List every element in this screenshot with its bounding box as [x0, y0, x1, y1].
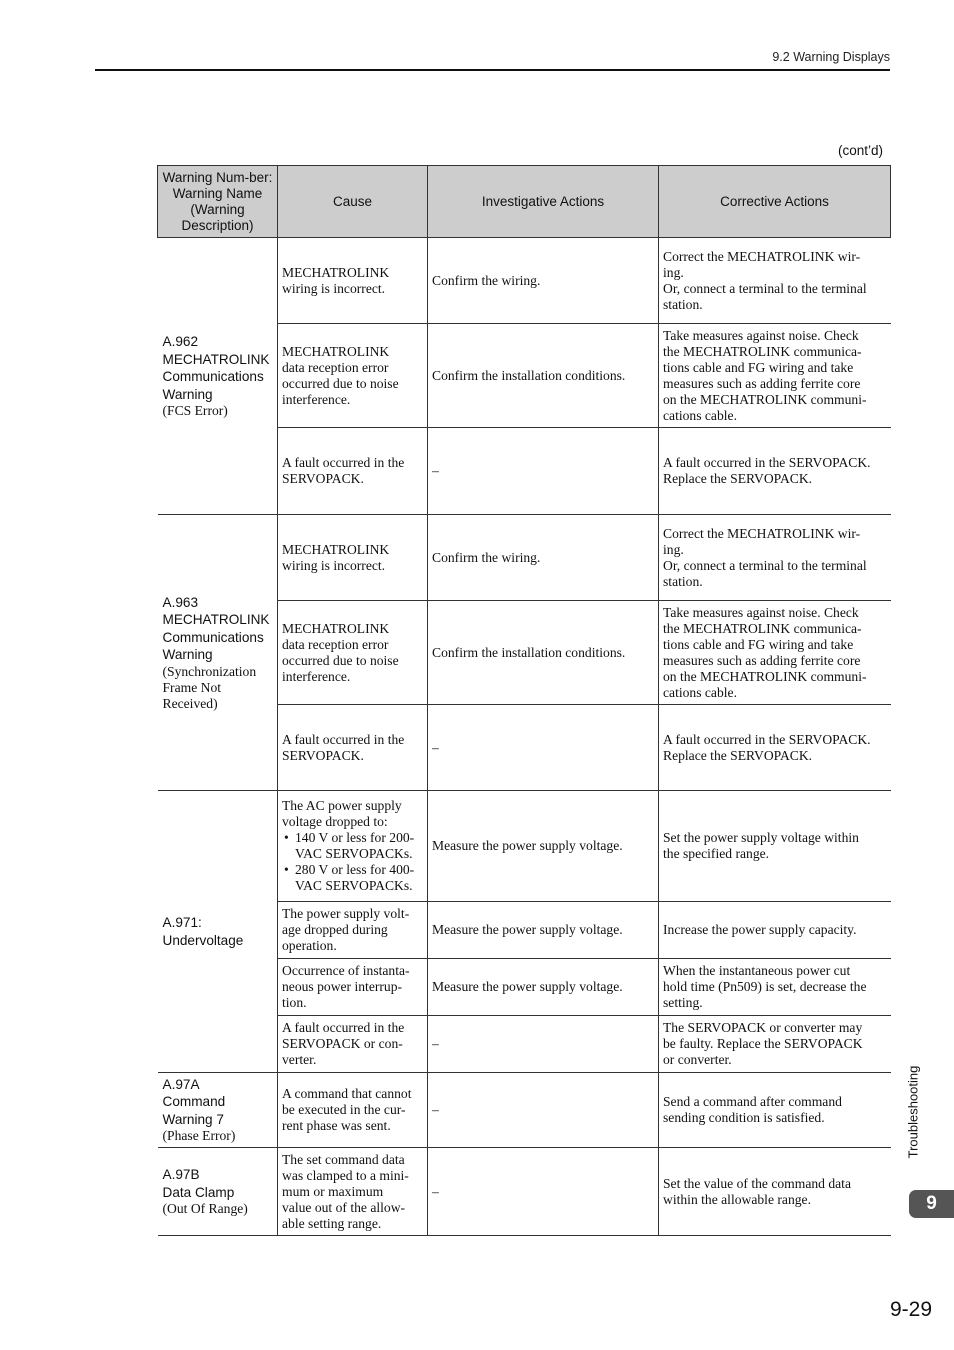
side-section-label [905, 1059, 921, 1165]
warning-name: MECHATROLINK [162, 612, 270, 627]
page-number: 9-29 [889, 1298, 932, 1321]
warning-code: A.963 [162, 594, 199, 610]
corrective-action-text: on the MECHATROLINK communi- [663, 391, 867, 407]
corrective-action-text: cations cable. [663, 407, 737, 423]
warning-code-cell [158, 238, 278, 515]
cause-bullet-list [282, 830, 423, 894]
cause-text: SERVOPACK or con- [282, 1036, 403, 1051]
warning-name: Communications [162, 629, 264, 645]
corrective-action-text: the MECHATROLINK communica- [663, 620, 862, 636]
corrective-action-text: within the allowable range. [663, 1191, 811, 1207]
cause-text: value out of the allow- [282, 1199, 406, 1215]
cause-text: neous power interrup- [282, 979, 403, 994]
cause-text: wiring is incorrect. [282, 280, 386, 296]
warning-name: Data Clamp [162, 1184, 235, 1200]
cause-text: occurred due to noise [282, 652, 399, 668]
investigative-action-cell [428, 1148, 659, 1236]
cause-text: The set command data [282, 1151, 405, 1167]
cause-cell [278, 959, 428, 1016]
cause-text: able setting range. [282, 1215, 382, 1231]
corrective-action-text: The SERVOPACK or converter may [663, 1020, 863, 1035]
investigative-action-cell [428, 902, 659, 959]
corrective-action-text: Correct the MECHATROLINK wir- [663, 525, 861, 541]
corrective-action-text: Send a command after command [663, 1094, 842, 1109]
column-header-corrective-actions: Corrective Actions [659, 166, 891, 238]
cause-text: data reception error [282, 636, 389, 652]
column-header-cause: Cause [278, 166, 428, 238]
corrective-action-cell [659, 324, 891, 428]
corrective-action-text: setting. [663, 995, 703, 1010]
cause-text: data reception error [282, 359, 389, 375]
corrective-action-text: on the MECHATROLINK communi- [663, 668, 867, 684]
corrective-action-text: ing. [663, 264, 684, 280]
cause-cell [278, 1073, 428, 1148]
cause-cell [278, 1016, 428, 1073]
corrective-action-text: ing. [663, 541, 684, 557]
warning-code: A.962 [162, 334, 199, 349]
table-row [158, 1148, 891, 1236]
corrective-action-text: Set the power supply voltage within [663, 830, 859, 845]
investigative-action-text: Measure the power supply voltage. [432, 838, 623, 853]
investigative-action-text: Measure the power supply voltage. [432, 922, 623, 937]
cause-text: SERVOPACK. [282, 471, 364, 486]
investigative-action-cell [428, 1016, 659, 1073]
corrective-action-cell [659, 902, 891, 959]
cause-text: interference. [282, 391, 351, 407]
investigative-action-text: – [432, 463, 439, 478]
investigative-action-cell [428, 791, 659, 902]
warning-name: Warning 7 [162, 1111, 224, 1127]
cause-text: mum or maximum [282, 1183, 384, 1199]
investigative-action-text: Confirm the installation conditions. [432, 367, 626, 383]
warning-code-cell [158, 791, 278, 1073]
warning-description: (Phase Error) [162, 1128, 236, 1144]
corrective-action-text: measures such as adding ferrite core [663, 652, 861, 668]
investigative-action-cell [428, 1073, 659, 1148]
cause-cell [278, 601, 428, 705]
cause-cell [278, 515, 428, 601]
investigative-action-text: – [432, 1183, 439, 1199]
corrective-action-text: tions cable and FG wiring and take [663, 636, 854, 652]
cause-text: MECHATROLINK [282, 620, 390, 636]
column-header-investigative-actions: Investigative Actions [428, 166, 659, 238]
cause-text: A fault occurred in the [282, 1020, 405, 1035]
cause-text: A fault occurred in the [282, 455, 405, 470]
investigative-action-cell [428, 705, 659, 791]
investigative-action-text: – [432, 739, 439, 755]
cause-text: A fault occurred in the [282, 731, 405, 747]
cause-cell [278, 902, 428, 959]
cause-text: A command that cannot [282, 1086, 412, 1101]
investigative-action-cell [428, 959, 659, 1016]
corrective-action-text: station. [663, 573, 703, 589]
cause-text: MECHATROLINK [282, 343, 390, 359]
investigative-action-text: Confirm the wiring. [432, 549, 541, 565]
cause-text: rent phase was sent. [282, 1118, 391, 1133]
corrective-action-text: station. [663, 296, 703, 312]
corrective-action-cell [659, 959, 891, 1016]
corrective-action-text: or converter. [663, 1052, 732, 1067]
warning-description: Received) [162, 695, 218, 711]
investigative-action-cell [428, 601, 659, 705]
chapter-tab: 9 [909, 1190, 954, 1218]
cause-cell [278, 1148, 428, 1236]
corrective-action-text: Replace the SERVOPACK. [663, 747, 813, 763]
cause-cell [278, 428, 428, 515]
cause-text: SERVOPACK. [282, 747, 364, 763]
cause-text: operation. [282, 938, 337, 953]
warning-description: Frame Not [162, 679, 222, 695]
cause-text: The power supply volt- [282, 906, 410, 921]
column-header-warning-number: Warning Num-ber: Warning Name (Warning Description) [158, 166, 278, 238]
cause-text: MECHATROLINK [282, 264, 390, 280]
warning-code: A.97B [162, 1167, 200, 1182]
cause-text: age dropped during [282, 922, 388, 937]
corrective-action-text: tions cable and FG wiring and take [663, 359, 854, 375]
investigative-action-cell [428, 515, 659, 601]
investigative-action-text: Measure the power supply voltage. [432, 979, 623, 994]
corrective-action-text: hold time (Pn509) is set, decrease the [663, 979, 867, 994]
cause-text: interference. [282, 668, 351, 684]
cause-text: be executed in the cur- [282, 1102, 406, 1117]
cause-bullet-text: • 280 V or less for 400- [295, 862, 415, 877]
cause-bullet-text: VAC SERVOPACKs. [295, 878, 413, 893]
cause-text: The AC power supply [282, 798, 402, 813]
cause-text: occurred due to noise [282, 375, 399, 391]
corrective-action-text: Take measures against noise. Check [663, 604, 859, 620]
cause-cell [278, 791, 428, 902]
cause-text: voltage dropped to: [282, 814, 388, 829]
table-row [158, 515, 891, 601]
warning-description: (Synchronization [162, 663, 257, 679]
investigative-action-text: – [432, 1036, 439, 1051]
cause-text: Occurrence of instanta- [282, 963, 410, 978]
warning-code-cell [158, 1148, 278, 1236]
cause-cell [278, 238, 428, 324]
corrective-action-text: measures such as adding ferrite core [663, 375, 861, 391]
warning-description: (FCS Error) [162, 403, 228, 418]
warning-code-cell [158, 1073, 278, 1148]
investigative-action-cell [428, 238, 659, 324]
warning-table [157, 165, 891, 1236]
warning-code: A.97A [162, 1076, 200, 1092]
warning-name: MECHATROLINK [162, 351, 270, 367]
cause-cell [278, 324, 428, 428]
corrective-action-cell [659, 705, 891, 791]
corrective-action-text: be faulty. Replace the SERVOPACK [663, 1036, 863, 1051]
corrective-action-cell [659, 1073, 891, 1148]
cause-text: was clamped to a mini- [282, 1167, 409, 1183]
investigative-action-text: Confirm the wiring. [432, 272, 541, 288]
warning-name: Command [162, 1094, 226, 1110]
side-section-label-text: Troubleshooting [905, 1065, 921, 1159]
corrective-action-cell [659, 515, 891, 601]
warning-code-cell [158, 515, 278, 791]
corrective-action-text: Set the value of the command data [663, 1175, 851, 1191]
investigative-action-cell [428, 428, 659, 515]
table-row [158, 238, 891, 324]
corrective-action-text: the specified range. [663, 846, 770, 861]
corrective-action-text: Correct the MECHATROLINK wir- [663, 248, 861, 264]
warning-name: Undervoltage [162, 932, 244, 948]
corrective-action-cell [659, 791, 891, 902]
investigative-action-text: – [432, 1102, 439, 1117]
corrective-action-text: sending condition is satisfied. [663, 1110, 825, 1125]
corrective-action-text: A fault occurred in the SERVOPACK. [663, 455, 871, 470]
investigative-action-text: Confirm the installation conditions. [432, 644, 626, 660]
cause-text: verter. [282, 1052, 317, 1067]
cause-bullet-item [282, 862, 423, 894]
corrective-action-text: Or, connect a terminal to the terminal [663, 280, 867, 296]
corrective-action-text: When the instantaneous power cut [663, 963, 851, 978]
corrective-action-text: Take measures against noise. Check [663, 327, 859, 343]
warning-name: Communications [162, 369, 264, 384]
corrective-action-text: A fault occurred in the SERVOPACK. [663, 731, 871, 747]
header-rule [95, 69, 890, 71]
continued-label: (cont’d) [837, 143, 883, 158]
corrective-action-text: cations cable. [663, 684, 737, 700]
corrective-action-cell [659, 1148, 891, 1236]
table-row [158, 791, 891, 902]
running-header: 9.2 Warning Displays [772, 50, 890, 64]
corrective-action-text: Replace the SERVOPACK. [663, 471, 813, 486]
cause-bullet-text: • 140 V or less for 200- [295, 830, 415, 845]
warning-name: Warning [162, 647, 213, 662]
corrective-action-text: Increase the power supply capacity. [663, 922, 857, 937]
corrective-action-cell [659, 428, 891, 515]
cause-cell [278, 705, 428, 791]
cause-bullet-text: VAC SERVOPACKs. [295, 846, 413, 861]
cause-bullet-item [282, 830, 423, 862]
warning-code: A.971: [162, 915, 202, 930]
corrective-action-text: Or, connect a terminal to the terminal [663, 557, 867, 573]
table-header-row [158, 166, 891, 238]
corrective-action-cell [659, 1016, 891, 1073]
cause-text: tion. [282, 995, 307, 1010]
cause-text: MECHATROLINK [282, 541, 390, 557]
corrective-action-text: the MECHATROLINK communica- [663, 343, 862, 359]
corrective-action-cell [659, 238, 891, 324]
cause-text: wiring is incorrect. [282, 557, 386, 573]
investigative-action-cell [428, 324, 659, 428]
corrective-action-cell [659, 601, 891, 705]
warning-name: Warning [162, 386, 213, 402]
table-row [158, 1073, 891, 1148]
warning-description: (Out Of Range) [162, 1201, 248, 1216]
